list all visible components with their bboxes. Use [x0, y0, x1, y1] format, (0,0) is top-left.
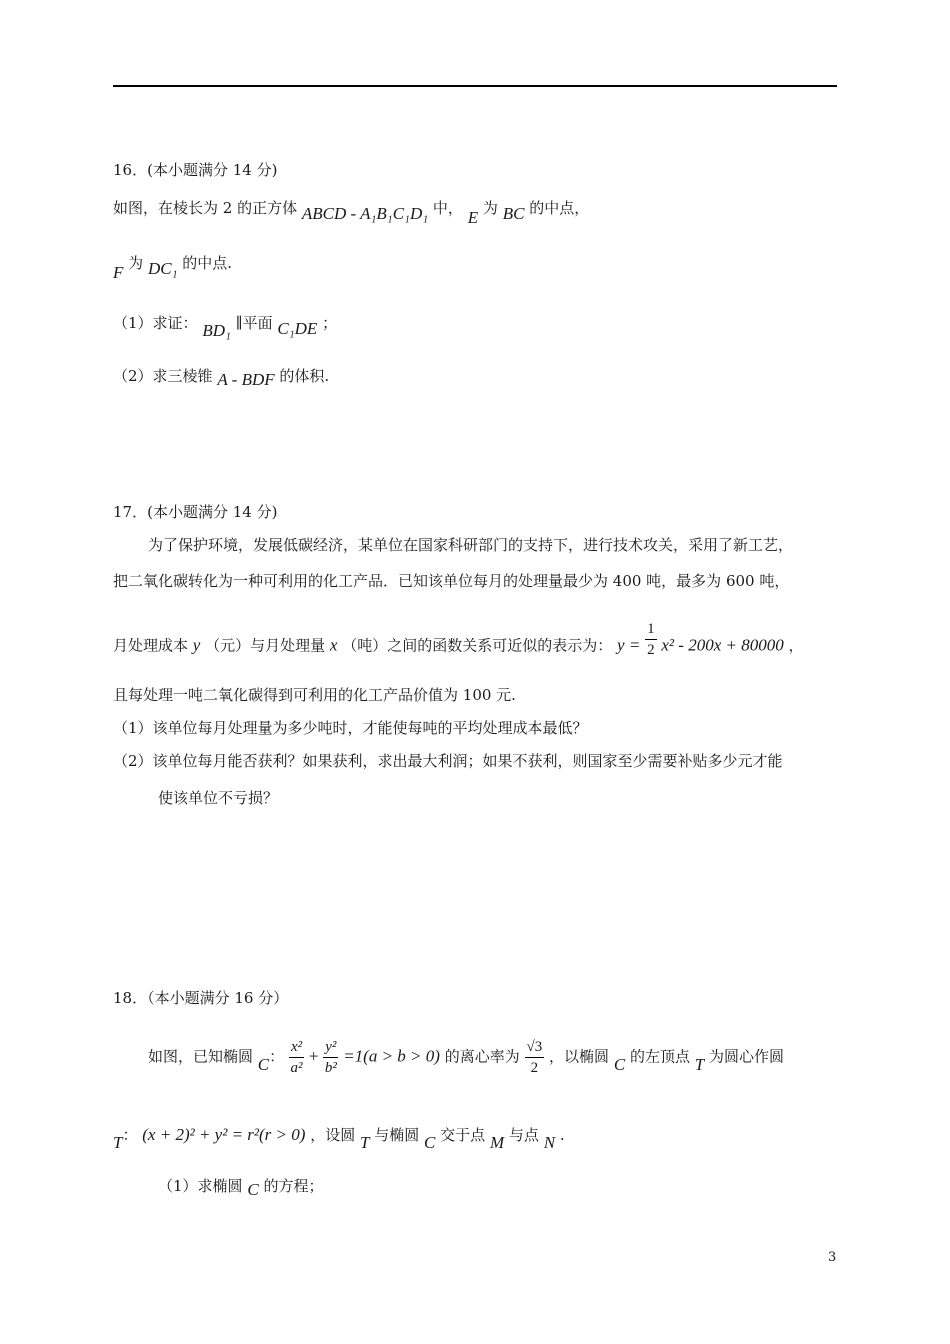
q17-header: 17．(本小题满分 14 分) [113, 503, 278, 521]
q18-header: 18．（本小题满分 16 分） [113, 989, 289, 1007]
cost-function-lhs: y = [617, 635, 641, 655]
cost-function-rhs: x² - 200x + 80000 [661, 635, 784, 655]
header-rule [113, 85, 837, 87]
q16-part-2: （2）求三棱锥 A - BDF 的体积. [113, 367, 330, 389]
q17-part-2-continued: 使该单位不亏损？ [158, 789, 279, 807]
q17-line-4: 且每处理一吨二氧化碳得到可利用的化工产品价值为 100 元. [113, 686, 516, 704]
q18-line-2: T： (x + 2)² + y² = r²(r > 0) ，设圆 T 与椭圆 C 交于点 M 与点 N . [113, 1125, 565, 1152]
page-number: 3 [828, 1250, 837, 1265]
fraction-y2-b2: $\frac{\text{y²}}{\text{b²}}$ [324, 1039, 337, 1076]
q17-line-3: 月处理成本 y （元）与月处理量 x （吨）之间的函数关系可近似的表示为： y = $\frac{1}{2}$ x² - 200x + 80000 ， [113, 621, 804, 658]
q17-line-2: 把二氧化碳转化为一种可利用的化工产品．已知该单位每月的处理量最少为 400 吨，最多为 600 吨， [113, 572, 790, 590]
q18-line-1: 如图，已知椭圆 C： $\frac{\text{x²}}{\text{a²}}$ + $\frac{\text{y²}}{\text{b²}}$ =1(a > b > 0) 的离心率为 $\frac{√3}{2}$ ，以椭圆 C 的左顶点 T 为圆心作圆 [148, 1039, 785, 1076]
q17-line-1: 为了保护环境，发展低碳经济，某单位在国家科研部门的支持下，进行技术攻关，采用了新工艺， [148, 536, 794, 554]
circle-equation: (x + 2)² + y² = r²(r > 0) [142, 1125, 306, 1144]
q16-line-1: 如图，在棱长为 2 的正方体 ABCD - A₁B₁C₁D₁ 中， E 为 BC 的中点， [113, 199, 590, 227]
q16-line-2: F 为 DC₁ 的中点. [113, 254, 233, 282]
q17-part-1: （1）该单位每月处理量为多少吨时，才能使每吨的平均处理成本最低？ [113, 719, 588, 737]
fraction-x2-a2: $\frac{\text{x²}}{\text{a²}}$ [290, 1039, 303, 1076]
fraction-one-half: $\frac{1}{2}$ [647, 621, 655, 658]
q16-header: 16．(本小题满分 14 分) [113, 161, 278, 179]
q16-part-1: （1）求证： BD₁ ∥平面 C₁DE ； [113, 314, 338, 340]
fraction-eccentricity: $\frac{√3}{2}$ [526, 1039, 543, 1076]
q17-part-2: （2）该单位每月能否获利？如果获利，求出最大利润；如果不获利，则国家至少需要补贴多少元才能 [113, 752, 783, 770]
q18-part-1: （1）求椭圆 C 的方程； [158, 1177, 324, 1199]
